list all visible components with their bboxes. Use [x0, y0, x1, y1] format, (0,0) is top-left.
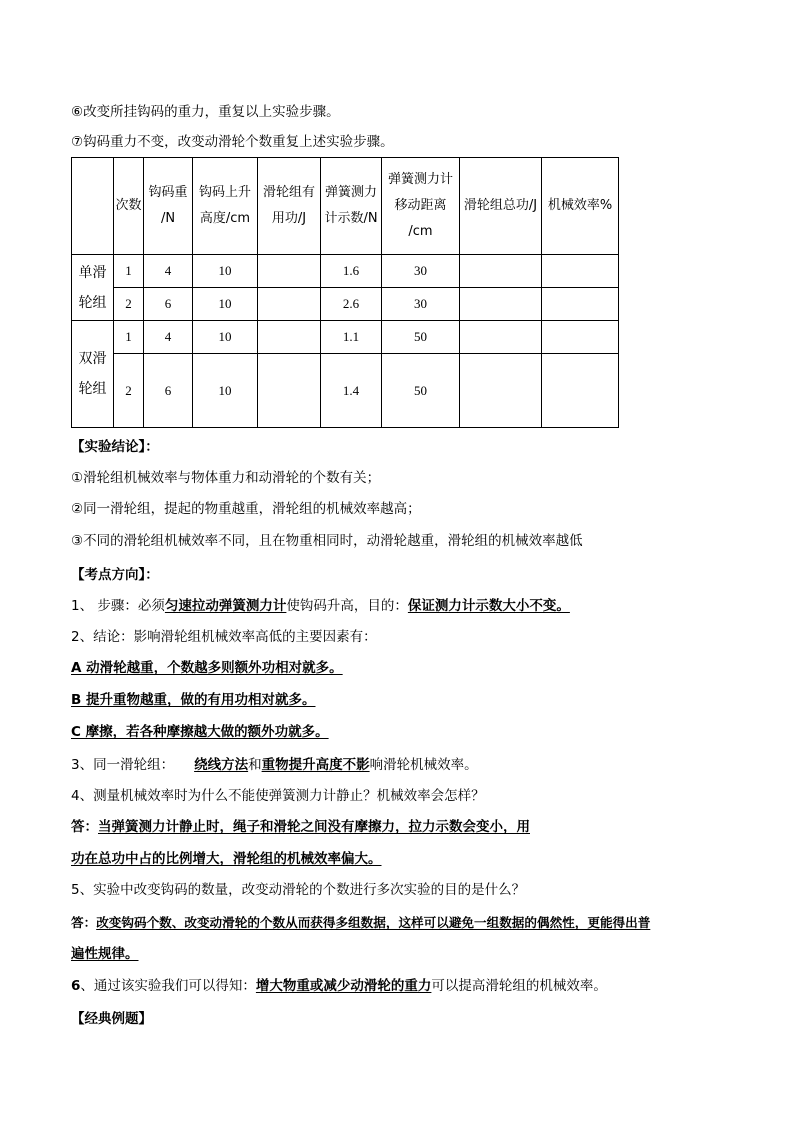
cell-rise: 10: [193, 255, 258, 288]
conclusion-item-3: ③不同的滑轮组机械效率不同，且在物重相同时，动滑轮越重，滑轮组的机械效率越低: [71, 533, 583, 549]
cell-weight: 4: [144, 321, 193, 354]
cell-useful: [258, 354, 321, 428]
cell-weight: 6: [144, 354, 193, 428]
key-point-1-answer: 保证测力计示数大小不变。: [407, 598, 570, 614]
key-point-5-answer: 答：改变钩码个数、改变动滑轮的个数从而获得多组数据，这样可以避免一组数据的偶然性，更能得出普: [71, 915, 651, 930]
key-point-4-question: 4、测量机械效率时为什么不能使弹簧测力计静止？机械效率会怎样？: [71, 788, 485, 804]
key-point-1-key: 匀速拉动弹簧测力计: [164, 598, 287, 614]
cell-useful: [258, 321, 321, 354]
key-point-6: 6、通过该实验我们可以得知：增大物重或减少动滑轮的重力可以提高滑轮组的机械效率。: [71, 978, 607, 994]
cell-total: [460, 255, 542, 288]
key-point-4-answer: 答：当弹簧测力计静止时，绳子和滑轮之间没有摩擦力，拉力示数会变小，用: [71, 819, 530, 835]
key-point-2-b: B 提升重物越重，做的有用功相对就多。: [71, 692, 316, 708]
cell-distance: 50: [382, 321, 460, 354]
cell-reading: 2.6: [321, 288, 382, 321]
key-point-3: 3、同一滑轮组： 绕线方法和重物提升高度不影响滑轮机械效率。: [71, 757, 478, 773]
cell-reading: 1.4: [321, 354, 382, 428]
cell-efficiency: [542, 255, 619, 288]
key-point-5-question: 5、实验中改变钩码的数量，改变动滑轮的个数进行多次实验的目的是什么？: [71, 882, 526, 898]
cell-total: [460, 321, 542, 354]
step-7: ⑦钩码重力不变，改变动滑轮个数重复上述实验步骤。: [71, 134, 394, 150]
cell-reading: 1.6: [321, 255, 382, 288]
cell-rise: 10: [193, 321, 258, 354]
cell-distance: 50: [382, 354, 460, 428]
key-point-3-key-2: 重物提升高度不影: [261, 757, 370, 773]
cell-total: [460, 354, 542, 428]
table-header-row: [72, 158, 619, 255]
cell-reading: 1.1: [321, 321, 382, 354]
header-spring-reading: 弹簧测力 计示数/N: [321, 158, 382, 255]
header-rise: 钩码上升 高度/cm: [193, 158, 258, 255]
cell-useful: [258, 255, 321, 288]
conclusion-item-1: ①滑轮组机械效率与物体重力和动滑轮的个数有关；: [71, 470, 381, 486]
cell-weight: 4: [144, 255, 193, 288]
cell-distance: 30: [382, 255, 460, 288]
cell-rise: 10: [193, 354, 258, 428]
example-heading: 【经典例题】: [71, 1011, 152, 1027]
experiment-table: [71, 157, 619, 428]
step-6: ⑥改变所挂钩码的重力，重复以上实验步骤。: [71, 104, 340, 120]
key-point-6-key: 增大物重或减少动滑轮的重力: [255, 978, 432, 994]
header-weight: 钩码重 /N: [144, 158, 193, 255]
cell-times: 1: [114, 255, 144, 288]
key-point-3-key-1: 绕线方法: [194, 757, 249, 773]
cell-times: 1: [114, 321, 144, 354]
table-row: [72, 354, 619, 428]
group-single-pulley: 单滑 轮组: [72, 255, 114, 321]
key-point-2-a: A 动滑轮越重，个数越多则额外功相对就多。: [71, 660, 343, 676]
key-point-2: 2、结论：影响滑轮组机械效率高低的主要因素有：: [71, 629, 377, 645]
cell-distance: 30: [382, 288, 460, 321]
cell-times: 2: [114, 354, 144, 428]
cell-useful: [258, 288, 321, 321]
cell-efficiency: [542, 354, 619, 428]
cell-total: [460, 288, 542, 321]
conclusion-item-2: ②同一滑轮组，提起的物重越重，滑轮组的机械效率越高；: [71, 501, 421, 517]
header-times: 次数: [114, 158, 144, 255]
cell-efficiency: [542, 321, 619, 354]
key-point-1: 1、 步骤：必须匀速拉动弹簧测力计使钩码升高，目的：保证测力计示数大小不变。: [71, 598, 570, 614]
cell-efficiency: [542, 288, 619, 321]
conclusion-heading: 【实验结论】：: [71, 439, 159, 455]
table-row: [72, 255, 619, 288]
table-row: [72, 321, 619, 354]
cell-weight: 6: [144, 288, 193, 321]
key-point-2-c: C 摩擦，若各种摩擦越大做的额外功就多。: [71, 724, 329, 740]
cell-times: 2: [114, 288, 144, 321]
key-points-heading: 【考点方向】：: [71, 567, 159, 583]
table-row: [72, 288, 619, 321]
cell-rise: 10: [193, 288, 258, 321]
key-point-4-answer-cont: 功在总功中占的比例增大，滑轮组的机械效率偏大。: [71, 851, 382, 867]
header-distance: 弹簧测力计 移动距离 /cm: [382, 158, 460, 255]
header-blank: [72, 158, 114, 255]
header-total-work: 滑轮组总功/J: [460, 158, 542, 255]
group-double-pulley: 双滑 轮组: [72, 321, 114, 428]
key-point-5-answer-cont: 遍性规律。: [71, 946, 139, 962]
header-useful-work: 滑轮组有 用功/J: [258, 158, 321, 255]
header-efficiency: 机械效率%: [542, 158, 619, 255]
